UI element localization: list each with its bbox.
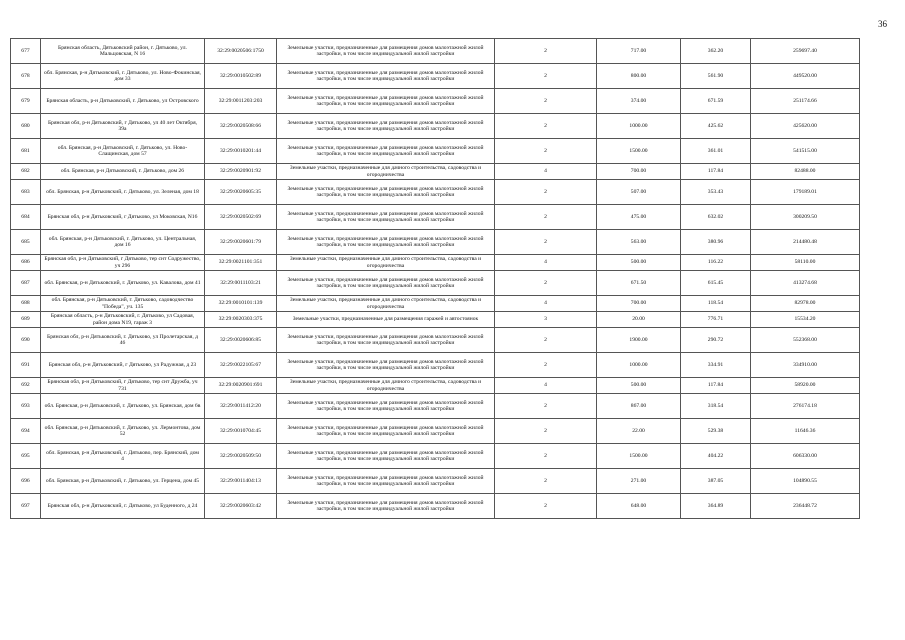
- address-cell: Брянская область, р-н Дятьковский, г. Дятьково, ул Садовая, район дома N19, гараж 3: [41, 312, 205, 328]
- land-use-cell: Земельные участки, предназначенные для размещения домов малоэтажной жилой застройки, в том числе индивидуальной жилой застройки: [277, 394, 495, 419]
- address-cell: Брянская обл, р-н Дятьковский, г. Дятьково, ул Буденного, д 24: [41, 494, 205, 519]
- table-row: [11, 494, 860, 519]
- price-cell: 116.22: [681, 255, 751, 271]
- row-number: 689: [11, 312, 41, 328]
- table-row: [11, 180, 860, 205]
- land-use-cell: Земельные участки, предназначенные для размещения домов малоэтажной жилой застройки, в том числе индивидуальной жилой застройки: [277, 139, 495, 164]
- cadastral-number-cell: 32:29:0021101:351: [205, 255, 277, 271]
- cadastral-number-cell: 32:29:0020603:42: [205, 494, 277, 519]
- row-number: 695: [11, 444, 41, 469]
- cadastral-value-cell: 104890.55: [751, 469, 860, 494]
- land-use-cell: Земельные участки, предназначенные для размещения домов малоэтажной жилой застройки, в том числе индивидуальной жилой застройки: [277, 444, 495, 469]
- cadastral-value-cell: 251174.66: [751, 89, 860, 114]
- cadastral-value-cell: 413274.68: [751, 271, 860, 296]
- price-cell: 362.20: [681, 39, 751, 64]
- row-number: 692: [11, 378, 41, 394]
- cadastral-value-cell: 334910.00: [751, 353, 860, 378]
- address-cell: Брянская обл, р-н Дятьковский, г Дятьково, тер снт Дружба, уч 731: [41, 378, 205, 394]
- cadastral-value-cell: 425620.00: [751, 114, 860, 139]
- group-cell: 4: [495, 164, 597, 180]
- cadastral-value-cell: 300209.50: [751, 205, 860, 230]
- address-cell: Брянская область, р-н Дятьковский, г. Дятьково, ул Островского: [41, 89, 205, 114]
- row-number: 697: [11, 494, 41, 519]
- land-use-cell: Земельные участки, предназначенные для размещения домов малоэтажной жилой застройки, в том числе индивидуальной жилой застройки: [277, 64, 495, 89]
- row-number: 684: [11, 205, 41, 230]
- area-cell: 1500.00: [597, 444, 681, 469]
- table-row: [11, 89, 860, 114]
- price-cell: 425.62: [681, 114, 751, 139]
- cadastral-value-cell: 15534.20: [751, 312, 860, 328]
- cadastral-number-cell: 32:29:0020605:35: [205, 180, 277, 205]
- cadastral-value-cell: 82978.00: [751, 296, 860, 312]
- address-cell: обл. Брянская, р-н Дятьковский, г. Дятьково, ул. Лермонтова, дом 52: [41, 419, 205, 444]
- address-cell: обл. Брянская, р-н Дятьковский, г. Дятьково, ул. Брянская, дом 6в: [41, 394, 205, 419]
- cadastral-number-cell: 32:29:0020601:79: [205, 230, 277, 255]
- row-number: 681: [11, 139, 41, 164]
- cadastral-number-cell: 32:29:0020508:66: [205, 114, 277, 139]
- row-number: 687: [11, 271, 41, 296]
- address-cell: обл. Брянская, р-н Дятьковский, г. Дятьково, ул. Центральная, дом 16: [41, 230, 205, 255]
- cadastral-number-cell: 32:29:0020901:92: [205, 164, 277, 180]
- land-use-cell: Земельные участки, предназначенные для размещения домов малоэтажной жилой застройки, в том числе индивидуальной жилой застройки: [277, 469, 495, 494]
- cadastral-number-cell: 32:29:0020509:50: [205, 444, 277, 469]
- table-row: [11, 230, 860, 255]
- cadastral-number-cell: 32:29:0022105:67: [205, 353, 277, 378]
- table-row: [11, 469, 860, 494]
- group-cell: 2: [495, 419, 597, 444]
- area-cell: 1900.00: [597, 328, 681, 353]
- price-cell: 117.84: [681, 378, 751, 394]
- group-cell: 4: [495, 255, 597, 271]
- cadastral-value-cell: 179189.01: [751, 180, 860, 205]
- address-cell: обл. Брянская, р-н Дятьковский, г. Дятьково, садоводчество "Победа", уч. 135: [41, 296, 205, 312]
- address-cell: Брянская обл, р-н Дятьковский, г Дятьково, тер снт Содружество, уч 296: [41, 255, 205, 271]
- land-use-cell: Земельные участки, предназначенные для размещения домов малоэтажной жилой застройки, в том числе индивидуальной жилой застройки: [277, 89, 495, 114]
- area-cell: 271.00: [597, 469, 681, 494]
- cadastral-number-cell: 32:29:0010201:44: [205, 139, 277, 164]
- group-cell: 3: [495, 312, 597, 328]
- price-cell: 776.71: [681, 312, 751, 328]
- group-cell: 2: [495, 394, 597, 419]
- row-number: 682: [11, 164, 41, 180]
- land-use-cell: Земельные участки, предназначенные для размещения домов малоэтажной жилой застройки, в том числе индивидуальной жилой застройки: [277, 328, 495, 353]
- area-cell: 507.00: [597, 180, 681, 205]
- table-row: [11, 312, 860, 328]
- table-row: [11, 378, 860, 394]
- address-cell: Брянская обл, р-н Дятьковский, г Дятьково, ул 40 лет Октября, 39а: [41, 114, 205, 139]
- cadastral-value-cell: 82488.00: [751, 164, 860, 180]
- cadastral-number-cell: 32:29:0011203:203: [205, 89, 277, 114]
- price-cell: 561.90: [681, 64, 751, 89]
- cadastral-number-cell: 32:29:0020606:85: [205, 328, 277, 353]
- row-number: 677: [11, 39, 41, 64]
- table-row: [11, 394, 860, 419]
- area-cell: 22.00: [597, 419, 681, 444]
- price-cell: 318.54: [681, 394, 751, 419]
- price-cell: 361.01: [681, 139, 751, 164]
- cadastral-value-cell: 276174.18: [751, 394, 860, 419]
- land-use-cell: Земельные участки, предназначенные для размещения домов малоэтажной жилой застройки, в том числе индивидуальной жилой застройки: [277, 230, 495, 255]
- price-cell: 117.84: [681, 164, 751, 180]
- cadastral-number-cell: 32:29:0020901:691: [205, 378, 277, 394]
- group-cell: 2: [495, 180, 597, 205]
- address-cell: Брянская обл, р-н Дятьковский, г. Дятьково, ул Пролетарская, д 46: [41, 328, 205, 353]
- group-cell: 4: [495, 378, 597, 394]
- area-cell: 1000.00: [597, 114, 681, 139]
- table-row: [11, 64, 860, 89]
- land-use-cell: Земельные участки, предназначенные для размещения гаражей и автостоянок: [277, 312, 495, 328]
- area-cell: 800.00: [597, 64, 681, 89]
- table-row: [11, 353, 860, 378]
- price-cell: 364.89: [681, 494, 751, 519]
- area-cell: 1500.00: [597, 139, 681, 164]
- land-use-cell: Земельные участки, предназначенные для размещения домов малоэтажной жилой застройки, в том числе индивидуальной жилой застройки: [277, 494, 495, 519]
- address-cell: обл. Брянская, р-н Дятьковский, г. Дятьково, ул. Ново-Слащинская, дом 57: [41, 139, 205, 164]
- row-number: 691: [11, 353, 41, 378]
- land-use-cell: Земельные участки, предназначенные для размещения домов малоэтажной жилой застройки, в том числе индивидуальной жилой застройки: [277, 419, 495, 444]
- cadastral-number-cell: 32:29:0010704:45: [205, 419, 277, 444]
- area-cell: 475.00: [597, 205, 681, 230]
- table-row: [11, 164, 860, 180]
- price-cell: 380.96: [681, 230, 751, 255]
- land-use-cell: Земельные участки, предназначенные для размещения домов малоэтажной жилой застройки, в том числе индивидуальной жилой застройки: [277, 271, 495, 296]
- area-cell: 374.00: [597, 89, 681, 114]
- land-use-cell: Земельные участки, предназначенные для дачного строительства, садоводства и огородничества: [277, 255, 495, 271]
- cadastral-value-cell: 541515.00: [751, 139, 860, 164]
- cadastral-value-cell: 606330.00: [751, 444, 860, 469]
- price-cell: 632.02: [681, 205, 751, 230]
- group-cell: 2: [495, 139, 597, 164]
- table-row: [11, 419, 860, 444]
- group-cell: 2: [495, 64, 597, 89]
- cadastral-number-cell: 32:29:0011404:13: [205, 469, 277, 494]
- row-number: 693: [11, 394, 41, 419]
- row-number: 696: [11, 469, 41, 494]
- group-cell: 2: [495, 230, 597, 255]
- area-cell: 20.00: [597, 312, 681, 328]
- cadastral-value-cell: 58110.00: [751, 255, 860, 271]
- area-cell: 700.00: [597, 164, 681, 180]
- cadastral-number-cell: 32:29:0020506:1750: [205, 39, 277, 64]
- price-cell: 290.72: [681, 328, 751, 353]
- table-row: [11, 328, 860, 353]
- address-cell: обл. Брянская, р-н Дятьковский, г. Дятьково, пер. Брянский, дом 4: [41, 444, 205, 469]
- land-use-cell: Земельные участки, предназначенные для дачного строительства, садоводства и огородничества: [277, 164, 495, 180]
- address-cell: обл. Брянская, р-н Дятьковский, г. Дятьково, ул. Ново-Фокинская, дом 33: [41, 64, 205, 89]
- table-row: [11, 444, 860, 469]
- land-use-cell: Земельные участки, предназначенные для размещения домов малоэтажной жилой застройки, в том числе индивидуальной жилой застройки: [277, 39, 495, 64]
- cadastral-value-cell: 449520.00: [751, 64, 860, 89]
- land-use-cell: Земельные участки, предназначенные для размещения домов малоэтажной жилой застройки, в том числе индивидуальной жилой застройки: [277, 180, 495, 205]
- price-cell: 615.45: [681, 271, 751, 296]
- row-number: 686: [11, 255, 41, 271]
- address-cell: обл. Брянская, р-н Дятьковский, г. Дятьково, дом 26: [41, 164, 205, 180]
- row-number: 688: [11, 296, 41, 312]
- land-use-cell: Земельные участки, предназначенные для дачного строительства, садоводства и огородничества: [277, 296, 495, 312]
- price-cell: 353.43: [681, 180, 751, 205]
- cadastral-number-cell: 32:29:0020502:69: [205, 205, 277, 230]
- table-row: [11, 255, 860, 271]
- area-cell: 671.50: [597, 271, 681, 296]
- land-use-cell: Земельные участки, предназначенные для размещения домов малоэтажной жилой застройки, в том числе индивидуальной жилой застройки: [277, 353, 495, 378]
- cadastral-number-cell: 32:29:0020303:375: [205, 312, 277, 328]
- address-cell: Брянская обл, р-н Дятьковский, г Дятьково, ул Моковская, N16: [41, 205, 205, 230]
- cadastral-number-cell: 32:29:0011412:20: [205, 394, 277, 419]
- group-cell: 2: [495, 494, 597, 519]
- group-cell: 2: [495, 353, 597, 378]
- cadastral-value-cell: 214480.48: [751, 230, 860, 255]
- group-cell: 2: [495, 114, 597, 139]
- page-number: 36: [878, 19, 887, 29]
- table-body: [11, 39, 860, 519]
- cadastral-number-cell: 32:29:0011103:21: [205, 271, 277, 296]
- cadastral-number-cell: 32:29:0010502:89: [205, 64, 277, 89]
- area-cell: 1000.00: [597, 353, 681, 378]
- area-cell: 648.00: [597, 494, 681, 519]
- group-cell: 2: [495, 328, 597, 353]
- area-cell: 500.00: [597, 378, 681, 394]
- area-cell: 867.00: [597, 394, 681, 419]
- price-cell: 334.91: [681, 353, 751, 378]
- price-cell: 529.38: [681, 419, 751, 444]
- price-cell: 118.54: [681, 296, 751, 312]
- price-cell: 671.59: [681, 89, 751, 114]
- cadastral-value-cell: 552368.00: [751, 328, 860, 353]
- row-number: 678: [11, 64, 41, 89]
- row-number: 685: [11, 230, 41, 255]
- group-cell: 2: [495, 469, 597, 494]
- table-row: [11, 39, 860, 64]
- row-number: 680: [11, 114, 41, 139]
- land-use-cell: Земельные участки, предназначенные для дачного строительства, садоводства и огородничества: [277, 378, 495, 394]
- address-cell: обл. Брянская, р-н Дятьковский, г. Дятьково, ул. Герцена, дом 45: [41, 469, 205, 494]
- cadastral-value-cell: 11646.36: [751, 419, 860, 444]
- table-row: [11, 205, 860, 230]
- cadastral-value-cell: 58920.00: [751, 378, 860, 394]
- table-row: [11, 139, 860, 164]
- group-cell: 2: [495, 271, 597, 296]
- cadastral-value-cell: 259697.40: [751, 39, 860, 64]
- area-cell: 700.00: [597, 296, 681, 312]
- group-cell: 4: [495, 296, 597, 312]
- address-cell: обл. Брянская, р-н Дятьковский, г. Дятьково, ул. Зеленая, дом 18: [41, 180, 205, 205]
- table-row: [11, 271, 860, 296]
- row-number: 679: [11, 89, 41, 114]
- address-cell: Брянская обл, р-н Дятьковский, г Дятьково, ул Радужная, д 23: [41, 353, 205, 378]
- cadastral-value-cell: 236448.72: [751, 494, 860, 519]
- address-cell: обл. Брянская, р-н Дятьковский, г. Дятьково, ул. Кавалова, дом 41: [41, 271, 205, 296]
- table-row: [11, 114, 860, 139]
- group-cell: 2: [495, 444, 597, 469]
- area-cell: 563.00: [597, 230, 681, 255]
- group-cell: 2: [495, 205, 597, 230]
- area-cell: 500.00: [597, 255, 681, 271]
- price-cell: 404.22: [681, 444, 751, 469]
- group-cell: 2: [495, 39, 597, 64]
- price-cell: 387.05: [681, 469, 751, 494]
- row-number: 683: [11, 180, 41, 205]
- area-cell: 717.00: [597, 39, 681, 64]
- land-use-cell: Земельные участки, предназначенные для размещения домов малоэтажной жилой застройки, в том числе индивидуальной жилой застройки: [277, 114, 495, 139]
- land-use-cell: Земельные участки, предназначенные для размещения домов малоэтажной жилой застройки, в том числе индивидуальной жилой застройки: [277, 205, 495, 230]
- row-number: 694: [11, 419, 41, 444]
- address-cell: Брянская область, Дятьковский район, г. Дятьково, ул. Мальцовская, N 16: [41, 39, 205, 64]
- cadastral-number-cell: 32:29:0010101:139: [205, 296, 277, 312]
- group-cell: 2: [495, 89, 597, 114]
- cadastral-value-table: [10, 38, 860, 519]
- row-number: 690: [11, 328, 41, 353]
- table-row: [11, 296, 860, 312]
